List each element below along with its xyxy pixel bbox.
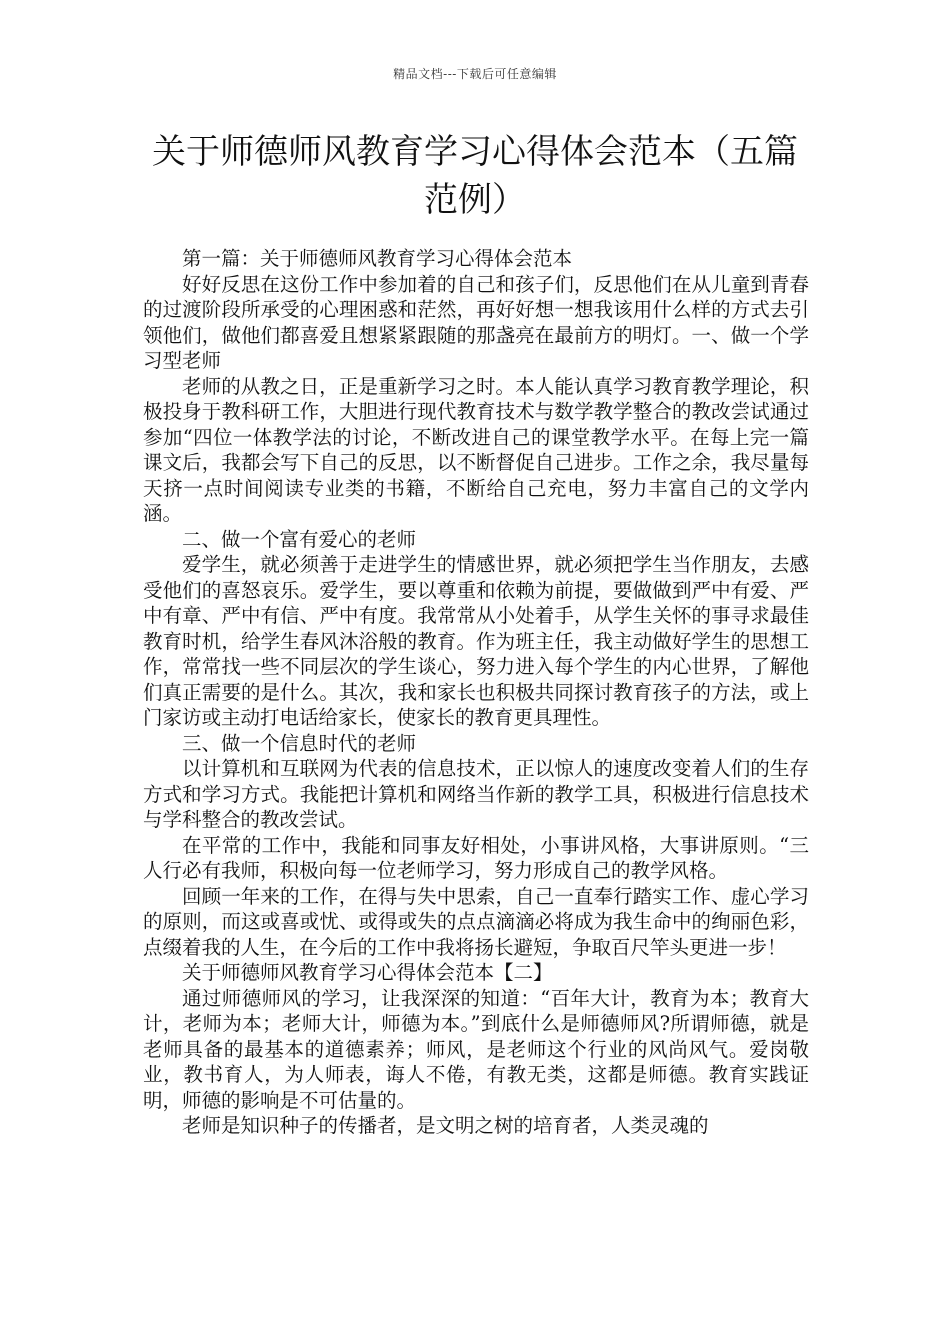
body-paragraph: 爱学生，就必须善于走进学生的情感世界，就必须把学生当作朋友，去感受他们的喜怒哀乐。爱学生，要以尊重和依赖为前提，要做做到严中有爱、严中有章、严中有信、严中有度。我常常从小处着手，从学生关怀的事寻求最佳教育时机，给学生春风沐浴般的教育。作为班主任，我主动做好学生的思想工作，常常找一些不同层次的学生谈心，努力进入每个学生的内心世界，了解他们真正需要的是什么。其次，我和家长也积极共同探讨教育孩子的方法，或上门家访或主动打电话给家长，使家长的教育更具理性。 — [143, 553, 809, 729]
body-paragraph: 回顾一年来的工作，在得与失中思索，自己一直奉行踏实工作、虚心学习的原则，而这或喜或忧、或得或失的点点滴滴必将成为我生命中的绚丽色彩，点缀着我的人生，在今后的工作中我将扬长避短，争取百尺竿头更进一步！ — [143, 884, 809, 959]
body-paragraph: 好好反思在这份工作中参加着的自己和孩子们，反思他们在从儿童到青春的过渡阶段所承受的心理困惑和茫然，再好好想一想我该用什么样的方式去引领他们，做他们都喜爱且想紧紧跟随的那盏亮在最前方的明灯。一、做一个学习型老师 — [143, 272, 809, 372]
section-heading-2: 关于师德师风教育学习心得体会范本【二】 — [182, 961, 553, 984]
section-heading-1: 第一篇：关于师德师风教育学习心得体会范本 — [182, 247, 573, 270]
subsection-heading: 三、做一个信息时代的老师 — [182, 731, 417, 755]
document-body — [143, 246, 809, 1139]
header-note: 精品文档---下载后可任意编辑 — [393, 67, 557, 81]
body-paragraph: 在平常的工作中，我能和同事友好相处，小事讲风格，大事讲原则。“三人行必有我师，积极向每一位老师学习，努力形成自己的教学风格。 — [143, 833, 809, 882]
body-paragraph: 老师是知识种子的传播者，是文明之树的培育者，人类灵魂的 — [182, 1114, 709, 1137]
body-paragraph: 以计算机和互联网为代表的信息技术，正以惊人的速度改变着人们的生存方式和学习方式。我能把计算机和网络当作新的教学工具，积极进行信息技术与学科整合的教改尝试。 — [143, 757, 809, 831]
body-paragraph: 通过师德师风的学习，让我深深的知道：“百年大计，教育为本；教育大计，老师为本；老师大计，师德为本。”到底什么是师德师风?所谓师德，就是老师具备的最基本的道德素养；师风，是老师这个行业的风尚风气。爱岗敬业，教书育人，为人师表，诲人不倦，有教无类，这都是师德。教育实践证明，师德的影响是不可估量的。 — [143, 986, 809, 1112]
body-paragraph: 老师的从教之日，正是重新学习之时。本人能认真学习教育教学理论，积极投身于教科研工作，大胆进行现代教育技术与数学教学整合的教改尝试通过参加“四位一体教学法的讨论，不断改进自己的课堂教学水平。在每上完一篇课文后，我都会写下自己的反思，以不断督促自己进步。工作之余，我尽量每天挤一点时间阅读专业类的书籍，不断给自己充电，努力丰富自己的文学内涵。 — [143, 374, 809, 525]
subsection-heading: 二、做一个富有爱心的老师 — [182, 527, 417, 551]
document-title: 关于师德师风教育学习心得体会范本（五篇范例） — [152, 132, 798, 220]
